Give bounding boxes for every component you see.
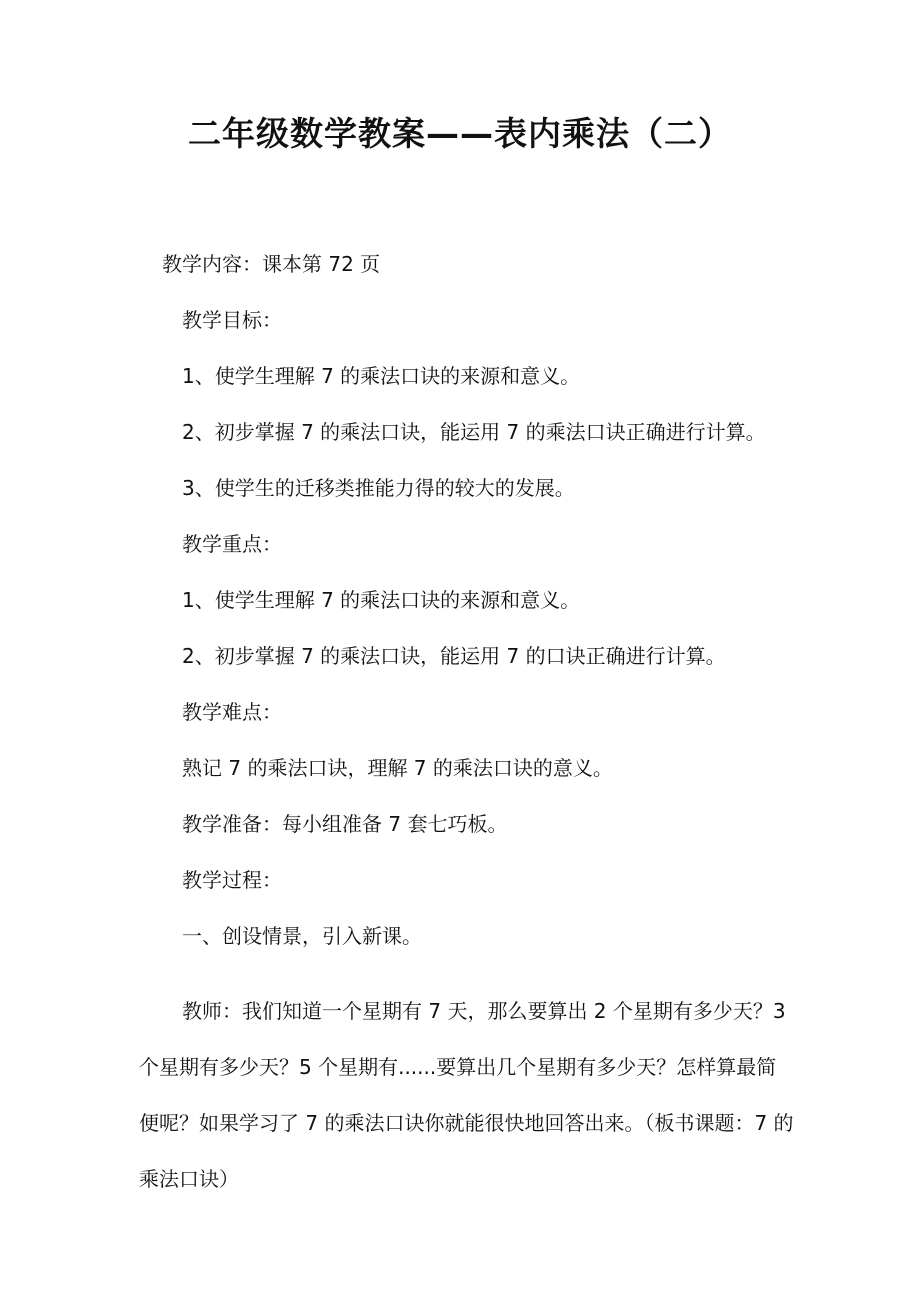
objective-item-2: 2、初步掌握 7 的乘法口诀，能运用 7 的乘法口诀正确进行计算。 <box>182 420 766 444</box>
difficulties-heading: 教学难点： <box>182 700 282 724</box>
objective-item-1: 1、使学生理解 7 的乘法口诀的来源和意义。 <box>182 364 581 388</box>
objective-item-3: 3、使学生的迁移类推能力得的较大的发展。 <box>182 476 575 500</box>
teaching-content-line: 教学内容：课本第 72 页 <box>162 252 381 276</box>
preparation-line: 教学准备：每小组准备 7 套七巧板。 <box>182 812 508 836</box>
difficulty-item: 熟记 7 的乘法口诀，理解 7 的乘法口诀的意义。 <box>182 756 613 780</box>
teacher-paragraph: 教师：我们知道一个星期有 7 天，那么要算出 2 个星期有多少天？3 个星期有多少天？5 个星期有......要算出几个星期有多少天？怎样算最简便呢？如果学习了 7 的乘法口诀你就能很快地回答出来。（板书课题：7 的乘法口诀） <box>139 999 794 1191</box>
key-point-item-2: 2、初步掌握 7 的乘法口诀，能运用 7 的口诀正确进行计算。 <box>182 644 726 668</box>
objectives-heading: 教学目标： <box>182 308 282 332</box>
section-heading-1: 一、创设情景，引入新课。 <box>182 924 422 948</box>
key-point-item-1: 1、使学生理解 7 的乘法口诀的来源和意义。 <box>182 588 581 612</box>
process-heading: 教学过程： <box>182 868 282 892</box>
page-title: 二年级数学教案——表内乘法（二） <box>188 114 732 153</box>
key-points-heading: 教学重点： <box>182 532 282 556</box>
